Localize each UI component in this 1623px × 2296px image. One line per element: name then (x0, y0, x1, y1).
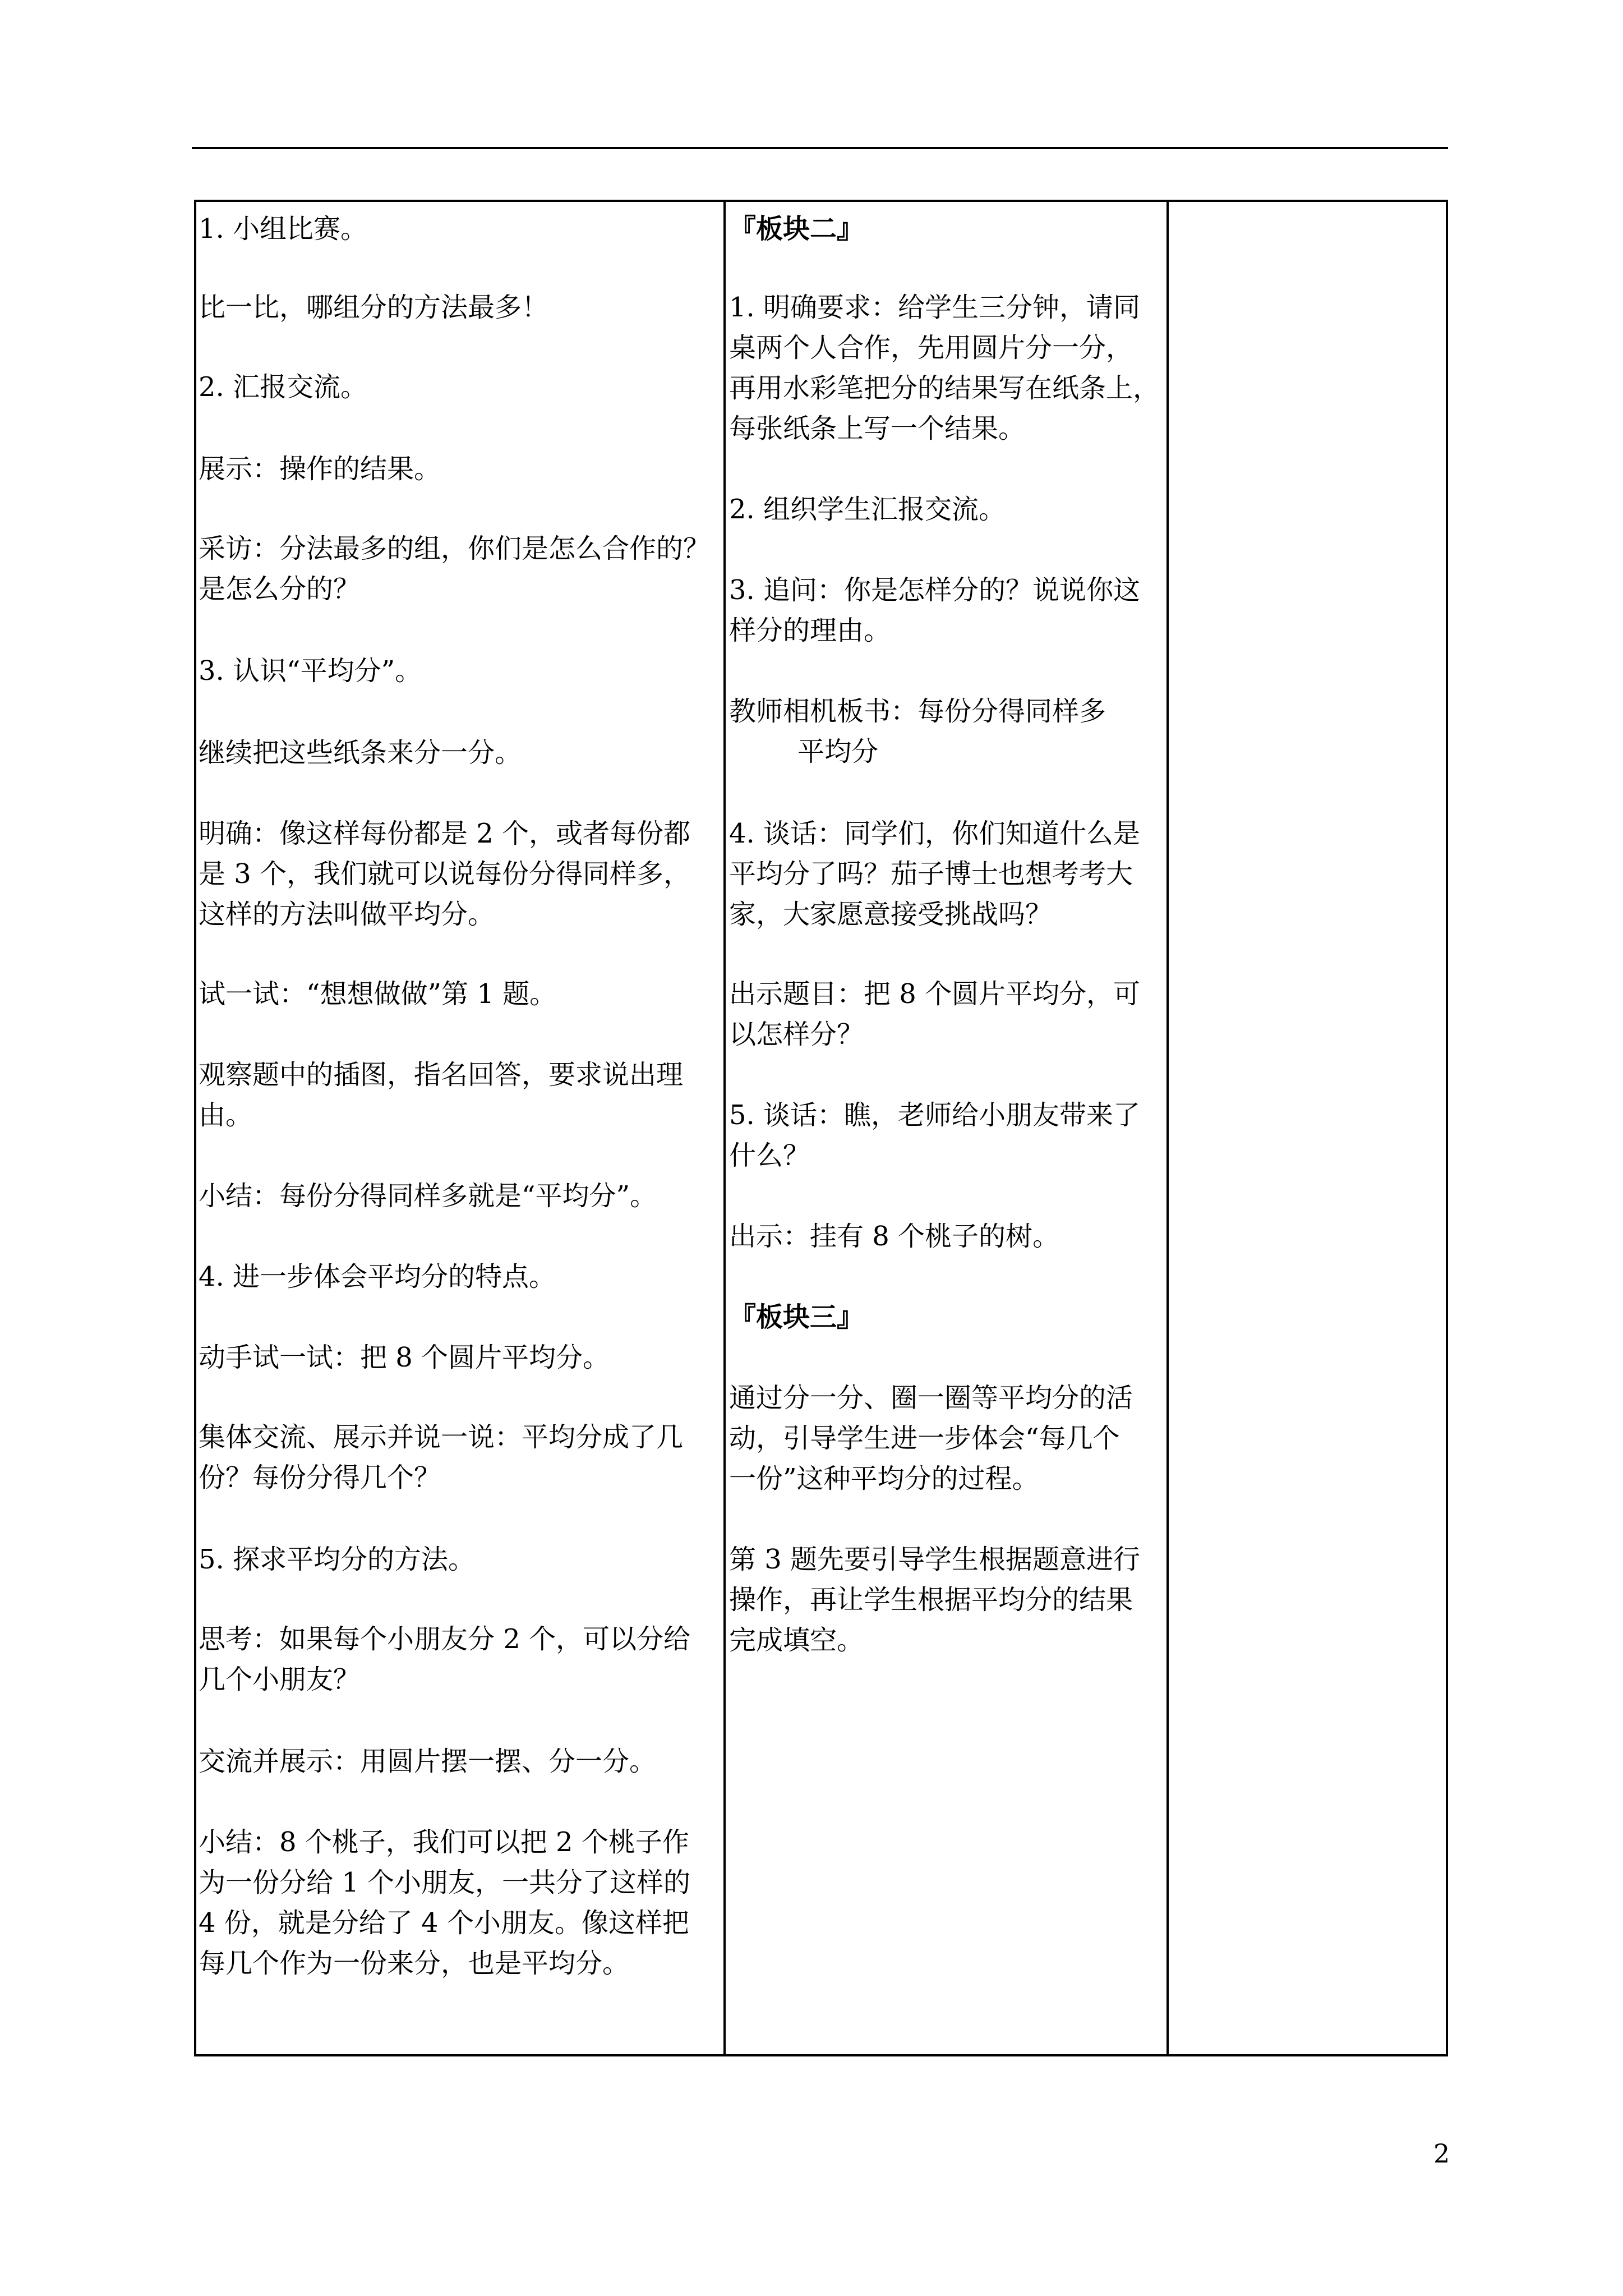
activity-step-3: 3. 认识“平均分”。 (199, 655, 422, 687)
guidance-text: 3. 追问：你是怎样分的？说说你这 样分的理由。 (729, 574, 1141, 646)
guidance-text: 2. 组织学生汇报交流。 (729, 494, 1006, 525)
section-heading: 『板块三』 (729, 1301, 864, 1333)
section-heading: 『板块二』 (729, 213, 864, 245)
activity-text: 继续把这些纸条来分一分。 (199, 737, 522, 769)
page-number: 2 (1433, 2138, 1450, 2169)
activity-text: 观察题中的插图，指名回答，要求说出理 由。 (199, 1059, 684, 1131)
activity-text: 小结：每份分得同样多就是“平均分”。 (199, 1180, 657, 1212)
guidance-text: 1. 明确要求：给学生三分钟，请同 桌两个人合作，先用圆片分一分， 再用水彩笔把分的结果写在纸条上， 每张纸条上写一个结果。 (729, 292, 1160, 444)
guidance-text: 出示题目：把 8 个圆片平均分，可 以怎样分？ (729, 978, 1141, 1050)
activity-text: 动手试一试：把 8 个圆片平均分。 (199, 1342, 610, 1373)
guidance-text: 4. 谈话：同学们，你们知道什么是 平均分了吗？茄子博士也想考考大 家，大家愿意接受挑战吗？ (729, 818, 1141, 930)
guidance-text: 教师相机板书：每份分得同样多 平均分 (729, 696, 1106, 767)
guidance-text: 出示：挂有 8 个桃子的树。 (729, 1221, 1060, 1252)
activity-text: 思考：如果每个小朋友分 2 个，可以分给 几个小朋友？ (199, 1623, 691, 1695)
column-divider (723, 202, 726, 2054)
activity-text: 比一比，哪组分的方法最多！ (199, 292, 549, 323)
activity-text: 展示：操作的结果。 (199, 453, 441, 485)
activity-text: 采访：分法最多的组，你们是怎么合作的？ 是怎么分的？ (199, 533, 711, 605)
activity-step-2: 2. 汇报交流。 (199, 371, 368, 403)
activity-summary: 小结：8 个桃子，我们可以把 2 个桃子作 为一份分给 1 个小朋友，一共分了这样的 4 份，就是分给了 4 个小朋友。像这样把 每几个作为一份来分，也是平均分。 (199, 1826, 691, 1979)
activity-text: 集体交流、展示并说一说：平均分成了几 份？每份分得几个？ (199, 1421, 684, 1493)
guidance-text: 第 3 题先要引导学生根据题意进行 操作，再让学生根据平均分的结果 完成填空。 (729, 1544, 1141, 1656)
activity-text: 交流并展示：用圆片摆一摆、分一分。 (199, 1746, 657, 1777)
guidance-text: 通过分一分、圈一圈等平均分的活 动，引导学生进一步体会“每几个 一份”这种平均分的过程。 (729, 1382, 1133, 1494)
activity-step-1: 1. 小组比赛。 (199, 213, 368, 245)
activity-text: 试一试：“想想做做”第 1 题。 (199, 978, 557, 1010)
column-divider (1166, 202, 1169, 2054)
activity-step-4: 4. 进一步体会平均分的特点。 (199, 1261, 556, 1292)
lesson-plan-table (194, 200, 1448, 2056)
activity-step-5: 5. 探求平均分的方法。 (199, 1544, 476, 1575)
header-rule (192, 147, 1448, 149)
guidance-text: 5. 谈话：瞧，老师给小朋友带来了 什么？ (729, 1099, 1141, 1171)
activity-text: 明确：像这样每份都是 2 个，或者每份都 是 3 个，我们就可以说每份分得同样多， 这样的方法叫做平均分。 (199, 818, 691, 930)
